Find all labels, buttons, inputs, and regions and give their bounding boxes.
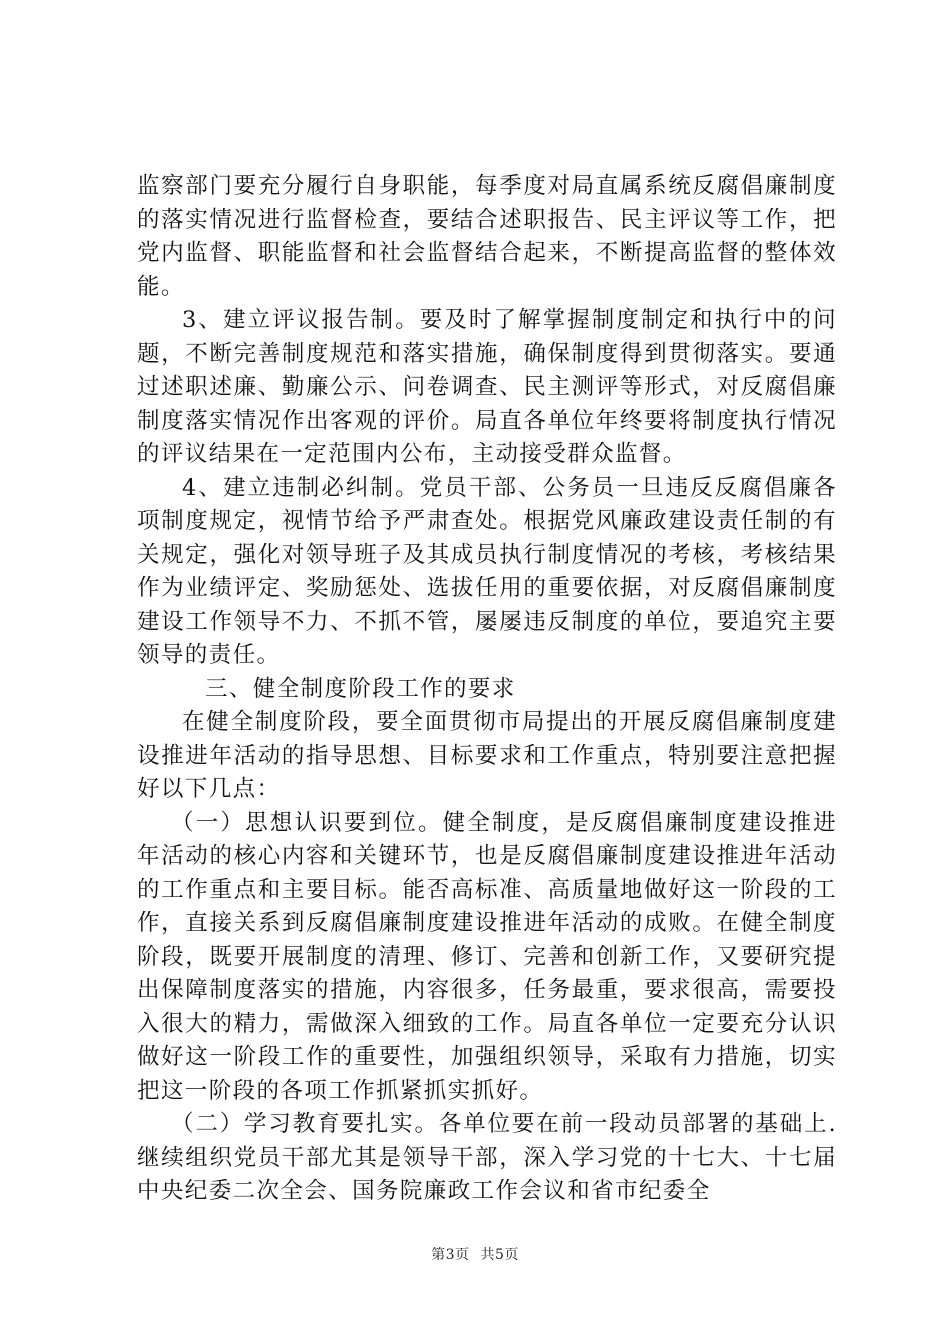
paragraph-supervision: 监察部门要充分履行自身职能，每季度对局直属系统反腐倡廉制度的落实情况进行监督检查，要结合述职报告、民主评议等工作，把党内监督、职能监督和社会监督结合起来，不断提高监督的整体效能。 [137,173,837,300]
paragraph-stage-intro: 在健全制度阶段，要全面贯彻市局提出的开展反腐倡廉制度建设推进年活动的指导思想、目标要求和工作重点，特别要注意把握好以下几点： [137,709,837,802]
section-heading-3: 三、健全制度阶段工作的要求 [205,675,516,702]
page-total: 共5页 [480,1247,519,1263]
paragraph-item-3: 3、建立评议报告制。要及时了解掌握制度制定和执行中的问题，不断完善制度规范和落实措施，确保制度得到贯彻落实。要通过述职述廉、勤廉公示、问卷调查、民主测评等形式，对反腐倡廉制度落实情况作出客观的评价。局直各单位年终要将制度执行情况的评议结果在一定范围内公布，主动接受群众监督。 [137,307,837,467]
paragraph-item-4: 4、建立违制必纠制。党员干部、公务员一旦违反反腐倡廉各项制度规定，视情节给予严肃查处。根据党风廉政建设责任制的有关规定，强化对领导班子及其成员执行制度情况的考核，考核结果作为业绩评定、奖励惩处、选拔任用的重要依据，对反腐倡廉制度建设工作领导不力、不抓不管，屡屡违反制度的单位，要追究主要领导的责任。 [137,474,837,668]
page-footer [0,1246,950,1264]
document-body [137,170,837,1209]
page-number: 第3页 [431,1247,470,1263]
paragraph-point-2: （二）学习教育要扎实。各单位要在前一段动员部署的基础上.继续组织党员干部尤其是领导干部，深入学习党的十七大、十七届中央纪委二次全会、国务院廉政工作会议和省市纪委全 [137,1111,837,1204]
paragraph-point-1: （一）思想认识要到位。健全制度，是反腐倡廉制度建设推进年活动的核心内容和关键环节，也是反腐倡廉制度建设推进年活动的工作重点和主要目标。能否高标准、高质量地做好这一阶段的工作，直接关系到反腐倡廉制度建设推进年活动的成败。在健全制度阶段，既要开展制度的清理、修订、完善和创新工作，又要研究提出保障制度落实的措施，内容很多，任务最重，要求很高，需要投入很大的精力，需做深入细致的工作。局直各单位一定要充分认识做好这一阶段工作的重要性，加强组织领导，采取有力措施，切实把这一阶段的各项工作抓紧抓实抓好。 [137,809,837,1104]
